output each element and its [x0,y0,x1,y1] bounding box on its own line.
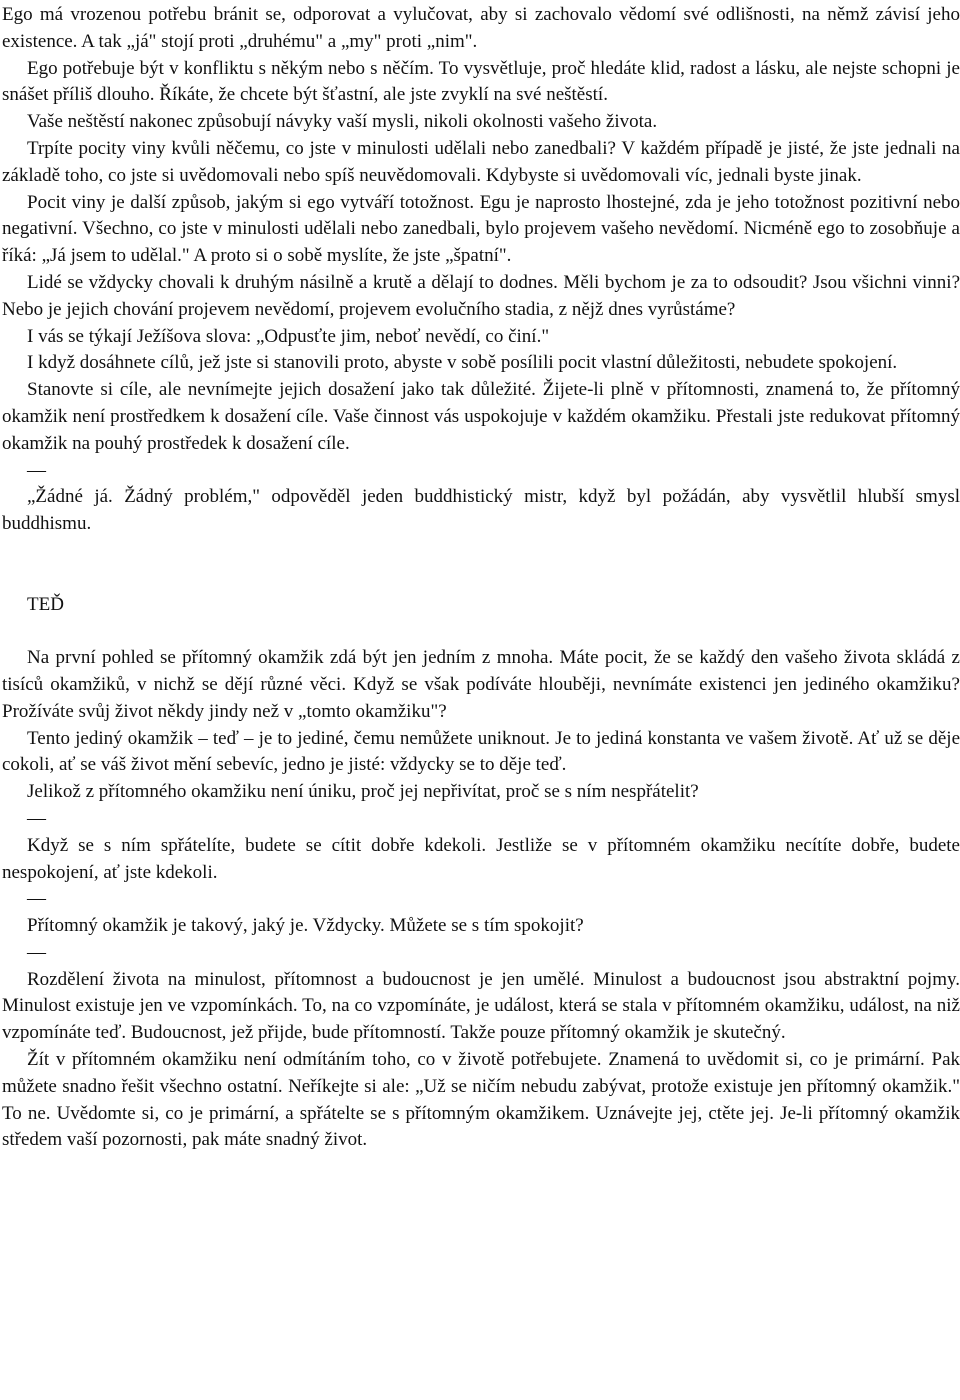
paragraph: Žít v přítomném okamžiku není odmítáním toho, co v životě potřebujete. Znamená to uvědomit si, co je primární. Pak můžete snadno řešit všechno ostatní. Neříkejte si ale: „Už se ničím nebudu zabývat, protože existuje jen přítomný okamžik." To ne. Uvědomte si, co je primární, a spřátelte se s přítomným okamžikem. Uznávejte jej, ctěte jej. Je-li přítomný okamžik středem vaší pozornosti, pak máte snadný život. [2,1049,960,1151]
paragraph: I vás se týkají Ježíšova slova: „Odpusťte jim, neboť nevědí, co činí." [27,325,550,347]
quote-paragraph: „Žádné já. Žádný problém," odpověděl jeden buddhistický mistr, když byl požádán, aby vysvětlil hlubší smysl buddhismu. [2,486,960,535]
blank-line [0,538,960,565]
paragraph: Tento jediný okamžik – teď – je to jediné, čemu nemůžete uniknout. Je to jediná konstanta ve vašem životě. Ať už se děje cokoli, ať se váš život mění sebevíc, jedno je jisté: vždycky se to děje teď. [2,727,960,776]
paragraph: Na první pohled se přítomný okamžik zdá být jen jedním z mnoha. Máte pocit, že se každý den vašeho života skládá z tisíců okamžiků, v nichž se dějí různé věci. Když se však podíváte hlouběji, nevnímáte existenci jen jediného okamžiku? Prožíváte svůj život někdy jindy než v „tomto okamžiku"? [2,647,960,722]
paragraph: Stanovte si cíle, ale nevnímejte jejich dosažení jako tak důležité. Žijete-li plně v přítomnosti, znamená to, že přítomný okamžik není prostředkem k dosažení cíle. Vaše činnost vás uspokojuje v každém okamžiku. Přestali jste redukovat přítomný okamžik na pouhý prostředek k dosažení cíle. [2,379,960,454]
paragraph: Ego potřebuje být v konfliktu s někým nebo s něčím. To vysvětluje, proč hledáte klid, radost a lásku, ale nejste schopni je snášet příliš dlouho. Říkáte, že chcete být šťastní, ale jste zvyklí na své neštěstí. [2,57,960,106]
blank-line [0,565,960,592]
blank-line [0,618,960,645]
paragraph: Přítomný okamžik je takový, jaký je. Vždycky. Můžete se s tím spokojit? [27,915,584,937]
section-heading: TEĎ [27,593,64,615]
paragraph: Lidé se vždycky chovali k druhým násilně a krutě a dělají to dodnes. Měli bychom je za to odsoudit? Jsou všichni vinni? Nebo je jejich chování projevem nevědomí, projevem evolučního stadia, z nějž dnes vyrůstáme? [2,271,960,320]
paragraph: Jelikož z přítomného okamžiku není úniku, proč jej nepřivítat, proč se s ním nespřátelit? [27,781,699,803]
dash-separator: — [27,941,46,963]
paragraph: I když dosáhnete cílů, jež jste si stanovili proto, abyste v sobě posílili pocit vlastní důležitosti, nebudete spokojení. [27,352,898,374]
paragraph: Ego má vrozenou potřebu bránit se, odporovat a vylučovat, aby si zachovalo vědomí své odlišnosti, na němž závisí jeho existence. A tak „já" stojí proti „druhému" a „my" proti „nim". [2,4,960,52]
dash-separator: — [27,888,46,910]
paragraph: Trpíte pocity viny kvůli něčemu, co jste v minulosti udělali nebo zanedbali? V každém případě je jisté, že jste jednali na základě toho, co jste si uvědomovali nebo spíš neuvědomovali. Kdybyste si uvědomovali víc, jednali byste jinak. [2,137,960,186]
paragraph: Pocit viny je další způsob, jakým si ego vytváří totožnost. Egu je naprosto lhostejné, zda je jeho totožnost pozitivní nebo negativní. Všechno, co jste v minulosti udělali nebo zanedbali, bylo projevem vašeho nevědomí. Nicméně ego to zosobňuje a říká: „Já jsem to udělal." A proto si o sobě myslíte, že jste „špatní". [2,191,960,267]
dash-separator: — [27,807,46,829]
paragraph: Rozdělení života na minulost, přítomnost a budoucnost je jen umělé. Minulost a budoucnost jsou abstraktní pojmy. Minulost existuje jen ve vzpomínkách. To, na co vzpomínáte, je událost, která se stala v přítomném okamžiku, událost, na niž vzpomínáte teď. Budoucnost, jež přijde, bude přítomností. Takže pouze přítomný okamžik je skutečný. [2,968,960,1044]
text-block-section [0,645,960,806]
dash-separator: — [27,459,46,481]
text-block-end [0,967,960,1155]
paragraph: Když se s ním spřátelíte, budete se cítit dobře kdekoli. Jestliže se v přítomném okamžiku necítíte dobře, budete nespokojení, ať jste kdekoli. [2,834,960,883]
text-block-top [0,2,960,458]
paragraph: Vaše neštěstí nakonec způsobují návyky vaší mysli, nikoli okolnosti vašeho života. [27,111,658,133]
